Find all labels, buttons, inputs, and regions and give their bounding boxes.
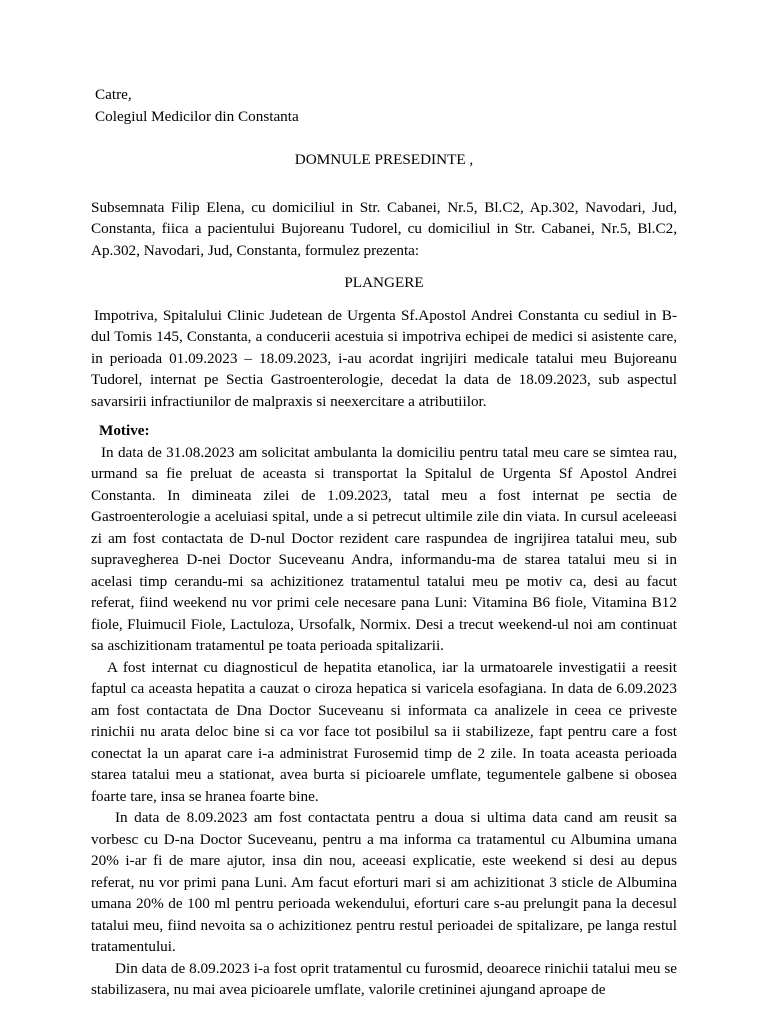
letter-page (91, 84, 677, 1001)
motives-heading: Motive: (99, 422, 150, 439)
document-title: PLANGERE (344, 274, 424, 291)
against-paragraph: Impotriva, Spitalului Clinic Judetean de Urgenta Sf.Apostol Andrei Constanta cu sediul in B-dul Tomis 145, Constanta, a conducerii acestuia si impotriva echipei de medici si asistente care, in perioada 01.09.2023 – 18.09.2023, i-au acordat ingrijiri medicale tatalui meu Bujoreanu Tudorel, internat pe Sectia Gastroenterologie, decedat la data de 18.09.2023, sub aspectul savarsirii infractiunilor de malpraxis si neexercitare a atributiilor. (91, 306, 677, 410)
motive-paragraph-1: In data de 31.08.2023 am solicitat ambulanta la domiciliu pentru tatal meu care se simtea rau, urmand sa fie preluat de aceasta si transportat la Spitalul de Urgenta Sf Apostol Andrei Constanta. In dimineata zilei de 1.09.2023, tatal meu a fost internat pe sectia de Gastroenterologie a aceluiasi spital, unde a si petrecut ultimile zile din viata. In cursul aceleeasi zi am fost contactata de D-nul Doctor rezident care raspundea de ingrijirea tatalui meu, sub supravegherea D-nei Doctor Suceveanu Andra, informandu-ma de starea tatalui meu si in acelasi timp cerandu-mi sa achizitionez tratamentul tatalui meu pe motiv ca, desi au facut referat, fiind weekend nu vor primi cele necesare pana Luni: Vitamina B6 fiole, Vitamina B12 fiole, Fluimucil Fiole, Lactuloza, Ursofalk, Normix. Desi a trecut weekend-ul noi am continuat sa aschizitionam tratamentul pe toata perioada spitalizarii. (91, 443, 677, 654)
recipient-block (95, 84, 677, 127)
motive-paragraph-4: Din data de 8.09.2023 i-a fost oprit tratamentul cu furosmid, deoarece rinichii tatalui meu se stabilizasera, nu mai avea picioarele umflate, valorile cretininei ajungand aproape de (91, 959, 677, 998)
motive-paragraph-3: In data de 8.09.2023 am fost contactata pentru a doua si ultima data cand am reusit sa vorbesc cu D-na Doctor Suceveanu, pentru a ma informa ca tratamentul cu Albumina umana 20% i-ar fi de mare ajutor, insa din nou, aceeasi explicatie, este weekend si desi au depus referat, nu vor primi pana Luni. Am facut eforturi mari si am achizitionat 3 sticle de Albumina umana 20% de 100 ml pentru perioada wekendului, eforturi care s-au prelungit pana la decesul tatalui meu, fiind nevoita sa o achizitionez pentru restul perioadei de spitalizare, pe langa restul tratamentului. (91, 809, 677, 955)
recipient-name: Colegiul Medicilor din Constanta (95, 107, 299, 125)
greeting: DOMNULE PRESEDINTE , (294, 151, 474, 168)
intro-paragraph: Subsemnata Filip Elena, cu domiciliul in Str. Cabanei, Nr.5, Bl.C2, Ap.302, Navodari, Jud, Constanta, fiica a pacientului Bujoreanu Tudorel, cu domiciliul in Str. Cabanei, Nr.5, Bl.C2, Ap.302, Navodari, Jud, Constanta, formulez prezenta: (91, 198, 677, 259)
recipient-salutation: Catre, (95, 86, 132, 103)
motive-paragraph-2: A fost internat cu diagnosticul de hepatita etanolica, iar la urmatoarele investigatii a reesit faptul ca aceasta hepatita a cauzat o ciroza hepatica si varicela esofagiana. In data de 6.09.2023 am fost contactata de Dna Doctor Suceveanu si informata ca analizele in ceea ce priveste rinichii nu arata deloc bine si ca vor face tot posibilul sa ii stabilizeze, fapt pentru care a fost conectat la un aparat care i-a administrat Furosemid timp de 2 zile. In toata aceasta perioada starea tatalui meu a stationat, avea burta si picioarele umflate, tegumentele galbene si obosea foarte tare, insa se hranea foarte bine. (91, 658, 677, 805)
